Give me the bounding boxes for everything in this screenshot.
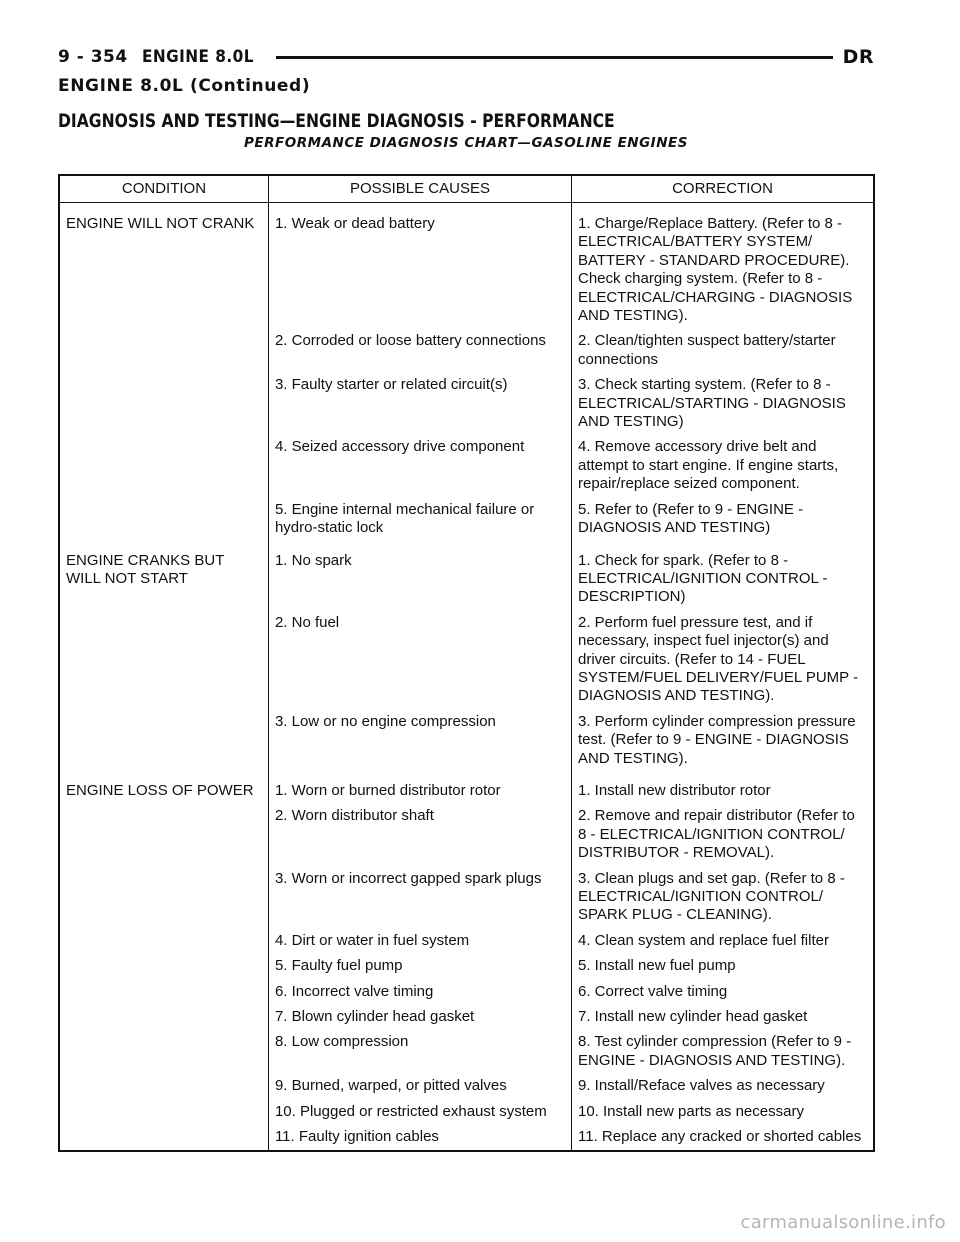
correction-cell: 10. Install new parts as necessary [572, 1101, 875, 1126]
cause-cell: 2. Corroded or loose battery connections [268, 330, 571, 374]
table-row [59, 780, 874, 805]
table-row [59, 612, 874, 711]
correction-cell: 2. Perform fuel pressure test, and if necessary, inspect fuel injector(s) and driver circuits. (Refer to 14 - FUEL SYSTEM/FUEL DELIVERY/FUEL PUMP - DIAGNOSIS AND TESTING). [572, 612, 875, 711]
header-code: DR [842, 46, 874, 68]
cause-cell: 10. Plugged or restricted exhaust system [268, 1101, 571, 1126]
condition-cell [59, 499, 268, 550]
correction-cell: 5. Refer to (Refer to 9 - ENGINE - DIAGNOSIS AND TESTING) [572, 499, 875, 550]
table-row [59, 550, 874, 612]
table-row [59, 711, 874, 780]
table-row [59, 930, 874, 955]
condition-cell [59, 330, 268, 374]
condition-cell: ENGINE CRANKS BUT WILL NOT START [66, 551, 225, 587]
condition-cell: ENGINE WILL NOT CRANK [66, 215, 255, 232]
table-row [59, 805, 874, 867]
correction-cell: 9. Install/Reface valves as necessary [572, 1075, 875, 1100]
condition-cell [59, 374, 268, 436]
correction-cell: 1. Install new distributor rotor [572, 780, 875, 805]
correction-cell: 6. Correct valve timing [572, 981, 875, 1006]
cause-cell: 6. Incorrect valve timing [268, 981, 571, 1006]
correction-cell: 2. Clean/tighten suspect battery/starter connections [572, 330, 875, 374]
cause-cell: 9. Burned, warped, or pitted valves [268, 1075, 571, 1100]
condition-cell [59, 1006, 268, 1031]
table-row [59, 330, 874, 374]
cause-cell: 4. Seized accessory drive component [268, 436, 571, 498]
condition-cell [59, 805, 268, 867]
cause-cell: 3. Faulty starter or related circuit(s) [268, 374, 571, 436]
page-header [58, 44, 874, 70]
condition-cell [59, 1031, 268, 1075]
correction-cell: 3. Clean plugs and set gap. (Refer to 8 - ELECTRICAL/IGNITION CONTROL/ SPARK PLUG - CLEANING). [572, 868, 875, 930]
cause-cell: 1. No spark [268, 550, 571, 612]
cause-cell: 3. Worn or incorrect gapped spark plugs [268, 868, 571, 930]
cause-cell: 11. Faulty ignition cables [268, 1126, 571, 1151]
table-row [59, 1031, 874, 1075]
table-row [59, 868, 874, 930]
correction-cell: 3. Check starting system. (Refer to 8 - ELECTRICAL/STARTING - DIAGNOSIS AND TESTING) [572, 374, 875, 436]
correction-cell: 1. Charge/Replace Battery. (Refer to 8 - ELECTRICAL/BATTERY SYSTEM/ BATTERY - STANDARD PROCEDURE). Check charging system. (Refer to 8 - ELECTRICAL/CHARGING - DIAGNOSIS AND TESTING). [572, 203, 875, 331]
condition-cell [59, 711, 268, 780]
table-row [59, 1006, 874, 1031]
cause-cell: 3. Low or no engine compression [268, 711, 571, 780]
cause-cell: 1. Weak or dead battery [268, 203, 571, 331]
cause-cell: 1. Worn or burned distributor rotor [268, 780, 571, 805]
section-title: DIAGNOSIS AND TESTING—ENGINE DIAGNOSIS - PERFORMANCE [58, 110, 615, 132]
column-header-correction: CORRECTION [572, 175, 875, 203]
condition-cell [59, 1126, 268, 1151]
condition-cell [59, 612, 268, 711]
correction-cell: 4. Remove accessory drive belt and attempt to start engine. If engine starts, repair/replace seized component. [572, 436, 875, 498]
table-row [59, 203, 874, 331]
table-row [59, 1101, 874, 1126]
correction-cell: 5. Install new fuel pump [572, 955, 875, 980]
page-number: 9 - 354 [58, 47, 128, 67]
condition-cell: ENGINE LOSS OF POWER [66, 781, 254, 799]
cause-cell: 5. Faulty fuel pump [268, 955, 571, 980]
table-row [59, 374, 874, 436]
table-header-row [59, 175, 874, 203]
condition-cell [59, 955, 268, 980]
cause-cell: 7. Blown cylinder head gasket [268, 1006, 571, 1031]
condition-cell [59, 436, 268, 498]
table-row [59, 1075, 874, 1100]
correction-cell: 8. Test cylinder compression (Refer to 9 - ENGINE - DIAGNOSIS AND TESTING). [572, 1031, 875, 1075]
table-row [59, 955, 874, 980]
header-rule [276, 56, 833, 59]
cause-cell: 4. Dirt or water in fuel system [268, 930, 571, 955]
watermark: carmanualsonline.info [740, 1212, 946, 1233]
condition-cell [59, 930, 268, 955]
header-title: ENGINE 8.0L [141, 47, 254, 67]
column-header-causes: POSSIBLE CAUSES [268, 175, 571, 203]
condition-cell [59, 1101, 268, 1126]
correction-cell: 3. Perform cylinder compression pressure test. (Refer to 9 - ENGINE - DIAGNOSIS AND TESTING). [572, 711, 875, 780]
correction-cell: 11. Replace any cracked or shorted cables [572, 1126, 875, 1151]
condition-cell [59, 868, 268, 930]
continued-title: ENGINE 8.0L (Continued) [58, 76, 311, 96]
table-row [59, 1126, 874, 1151]
column-header-condition: CONDITION [59, 175, 268, 203]
correction-cell: 1. Check for spark. (Refer to 8 - ELECTRICAL/IGNITION CONTROL - DESCRIPTION) [572, 550, 875, 612]
diagnosis-table [58, 174, 875, 1152]
condition-cell [59, 1075, 268, 1100]
correction-cell: 4. Clean system and replace fuel filter [572, 930, 875, 955]
correction-cell: 7. Install new cylinder head gasket [572, 1006, 875, 1031]
table-row [59, 436, 874, 498]
table-row [59, 499, 874, 550]
chart-title: PERFORMANCE DIAGNOSIS CHART—GASOLINE ENGINES [244, 135, 688, 151]
correction-cell: 2. Remove and repair distributor (Refer to 8 - ELECTRICAL/IGNITION CONTROL/ DISTRIBUTOR - REMOVAL). [572, 805, 875, 867]
cause-cell: 2. Worn distributor shaft [268, 805, 571, 867]
cause-cell: 5. Engine internal mechanical failure or hydro-static lock [268, 499, 571, 550]
cause-cell: 2. No fuel [268, 612, 571, 711]
cause-cell: 8. Low compression [268, 1031, 571, 1075]
condition-cell [59, 981, 268, 1006]
table-row [59, 981, 874, 1006]
